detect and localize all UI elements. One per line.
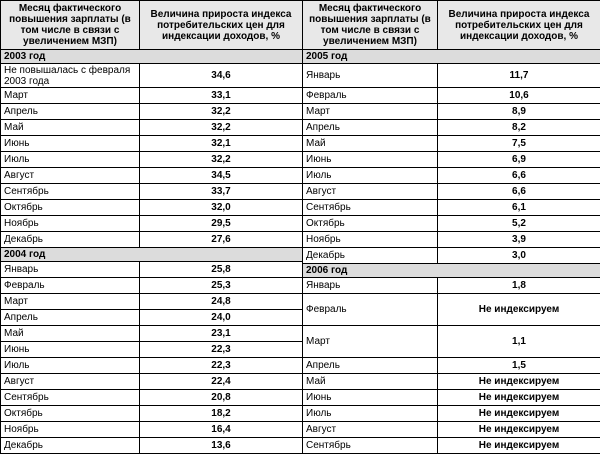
month-cell: Сентябрь — [1, 390, 140, 406]
value-cell: 22,3 — [140, 358, 303, 374]
month-column-header: Месяц фактического повышения зарплаты (в том числе в связи с увеличением МЗП) — [303, 1, 438, 50]
table-row — [1, 310, 303, 326]
month-cell: Июнь — [303, 390, 438, 406]
table-row — [1, 262, 303, 278]
month-cell: Апрель — [303, 358, 438, 374]
value-cell: 3,0 — [438, 248, 600, 264]
section-row — [1, 50, 303, 64]
value-cell: 34,5 — [140, 168, 303, 184]
table-row — [303, 406, 600, 422]
table-row — [1, 358, 303, 374]
year-label: 2003 год — [1, 50, 303, 64]
table-row — [1, 200, 303, 216]
month-cell: Июль — [1, 358, 140, 374]
value-cell: 5,2 — [438, 216, 600, 232]
month-cell: Сентябрь — [303, 438, 438, 454]
table-row — [1, 136, 303, 152]
table-row — [303, 136, 600, 152]
month-cell: Май — [1, 120, 140, 136]
value-cell: 8,2 — [438, 120, 600, 136]
value-cell: Не индексируем — [438, 406, 600, 422]
table-row — [303, 88, 600, 104]
value-cell: 20,8 — [140, 390, 303, 406]
table-row — [1, 374, 303, 390]
table-row — [303, 200, 600, 216]
month-cell: Декабрь — [1, 232, 140, 248]
value-cell: 24,0 — [140, 310, 303, 326]
month-cell: Апрель — [1, 310, 140, 326]
value-cell: 16,4 — [140, 422, 303, 438]
value-cell: 22,4 — [140, 374, 303, 390]
section-row — [303, 264, 600, 278]
value-cell: 29,5 — [140, 216, 303, 232]
month-cell: Октябрь — [1, 200, 140, 216]
month-cell: Июнь — [303, 152, 438, 168]
value-cell: 18,2 — [140, 406, 303, 422]
month-cell: Июль — [303, 168, 438, 184]
month-cell: Декабрь — [1, 438, 140, 454]
value-cell: 13,6 — [140, 438, 303, 454]
value-cell: Не индексируем — [438, 390, 600, 406]
month-cell: Май — [303, 136, 438, 152]
table-row — [303, 184, 600, 200]
table-row — [1, 168, 303, 184]
month-cell: Октябрь — [1, 406, 140, 422]
month-cell: Сентябрь — [1, 184, 140, 200]
value-cell: Не индексируем — [438, 294, 600, 326]
value-cell: 32,1 — [140, 136, 303, 152]
value-cell: 25,8 — [140, 262, 303, 278]
table-row — [1, 184, 303, 200]
month-cell: Ноябрь — [1, 216, 140, 232]
year-label: 2006 год — [303, 264, 600, 278]
value-cell: 1,1 — [438, 326, 600, 358]
month-cell: Декабрь — [303, 248, 438, 264]
value-cell: 23,1 — [140, 326, 303, 342]
table-row — [303, 326, 600, 358]
value-cell: 33,1 — [140, 88, 303, 104]
table-row — [1, 406, 303, 422]
month-cell: Июль — [303, 406, 438, 422]
table-row — [303, 358, 600, 374]
month-cell: Январь — [303, 278, 438, 294]
month-cell: Март — [303, 326, 438, 358]
header-row — [303, 1, 600, 50]
value-cell: 6,9 — [438, 152, 600, 168]
value-cell: 8,9 — [438, 104, 600, 120]
header-row — [1, 1, 303, 50]
year-label: 2004 год — [1, 248, 303, 262]
month-cell: Апрель — [303, 120, 438, 136]
table-row — [1, 390, 303, 406]
table-row — [303, 374, 600, 390]
value-cell: Не индексируем — [438, 438, 600, 454]
month-cell: Август — [303, 184, 438, 200]
section-row — [1, 248, 303, 262]
month-cell: Август — [1, 168, 140, 184]
table-row — [1, 422, 303, 438]
month-cell: Май — [1, 326, 140, 342]
value-cell: 11,7 — [438, 64, 600, 88]
month-cell: Февраль — [303, 294, 438, 326]
table-row — [1, 294, 303, 310]
month-cell: Июль — [1, 152, 140, 168]
value-cell: 10,6 — [438, 88, 600, 104]
table-row — [303, 278, 600, 294]
table-row — [303, 64, 600, 88]
value-cell: 25,3 — [140, 278, 303, 294]
table-row — [303, 216, 600, 232]
value-cell: Не индексируем — [438, 374, 600, 390]
month-cell: Апрель — [1, 104, 140, 120]
month-cell: Январь — [1, 262, 140, 278]
value-cell: 22,3 — [140, 342, 303, 358]
table-row — [303, 104, 600, 120]
value-cell: 34,6 — [140, 64, 303, 88]
value-cell: 1,5 — [438, 358, 600, 374]
value-cell: 32,2 — [140, 120, 303, 136]
table-row — [1, 64, 303, 88]
month-cell: Август — [1, 374, 140, 390]
table-row — [1, 278, 303, 294]
table-row — [1, 216, 303, 232]
value-cell: 6,6 — [438, 168, 600, 184]
month-cell: Октябрь — [303, 216, 438, 232]
month-cell: Ноябрь — [303, 232, 438, 248]
value-cell: 7,5 — [438, 136, 600, 152]
month-cell: Февраль — [1, 278, 140, 294]
table-row — [1, 232, 303, 248]
table-row — [303, 248, 600, 264]
table-row — [1, 438, 303, 454]
month-cell: Март — [1, 294, 140, 310]
value-cell: 3,9 — [438, 232, 600, 248]
year-label: 2005 год — [303, 50, 600, 64]
month-cell: Январь — [303, 64, 438, 88]
value-cell: 33,7 — [140, 184, 303, 200]
month-column-header: Месяц фактического повышения зарплаты (в том числе в связи с увеличением МЗП) — [1, 1, 140, 50]
table-row — [303, 390, 600, 406]
value-column-header: Величина прироста индекса потребительских цен для индексации доходов, % — [438, 1, 600, 50]
month-cell: Сентябрь — [303, 200, 438, 216]
value-cell: 32,2 — [140, 152, 303, 168]
month-cell: Не повышалась с февраля 2003 года — [1, 64, 140, 88]
value-cell: 32,2 — [140, 104, 303, 120]
table-row — [303, 168, 600, 184]
table-row — [1, 104, 303, 120]
month-cell: Август — [303, 422, 438, 438]
month-cell: Июнь — [1, 136, 140, 152]
table-row — [303, 294, 600, 326]
value-cell: 6,1 — [438, 200, 600, 216]
month-cell: Март — [303, 104, 438, 120]
value-column-header: Величина прироста индекса потребительских цен для индексации доходов, % — [140, 1, 303, 50]
table-row — [1, 152, 303, 168]
table-row — [1, 120, 303, 136]
table-row — [1, 88, 303, 104]
month-cell: Ноябрь — [1, 422, 140, 438]
table-row — [303, 120, 600, 136]
table-row — [1, 342, 303, 358]
table-row — [303, 438, 600, 454]
value-cell: 24,8 — [140, 294, 303, 310]
value-cell: Не индексируем — [438, 422, 600, 438]
table-row — [303, 152, 600, 168]
month-cell: Март — [1, 88, 140, 104]
value-cell: 32,0 — [140, 200, 303, 216]
section-row — [303, 50, 600, 64]
value-cell: 6,6 — [438, 184, 600, 200]
value-cell: 1,8 — [438, 278, 600, 294]
table-row — [303, 232, 600, 248]
month-cell: Февраль — [303, 88, 438, 104]
table-row — [1, 326, 303, 342]
month-cell: Май — [303, 374, 438, 390]
table-row — [303, 422, 600, 438]
table-right — [302, 0, 600, 454]
month-cell: Июнь — [1, 342, 140, 358]
value-cell: 27,6 — [140, 232, 303, 248]
